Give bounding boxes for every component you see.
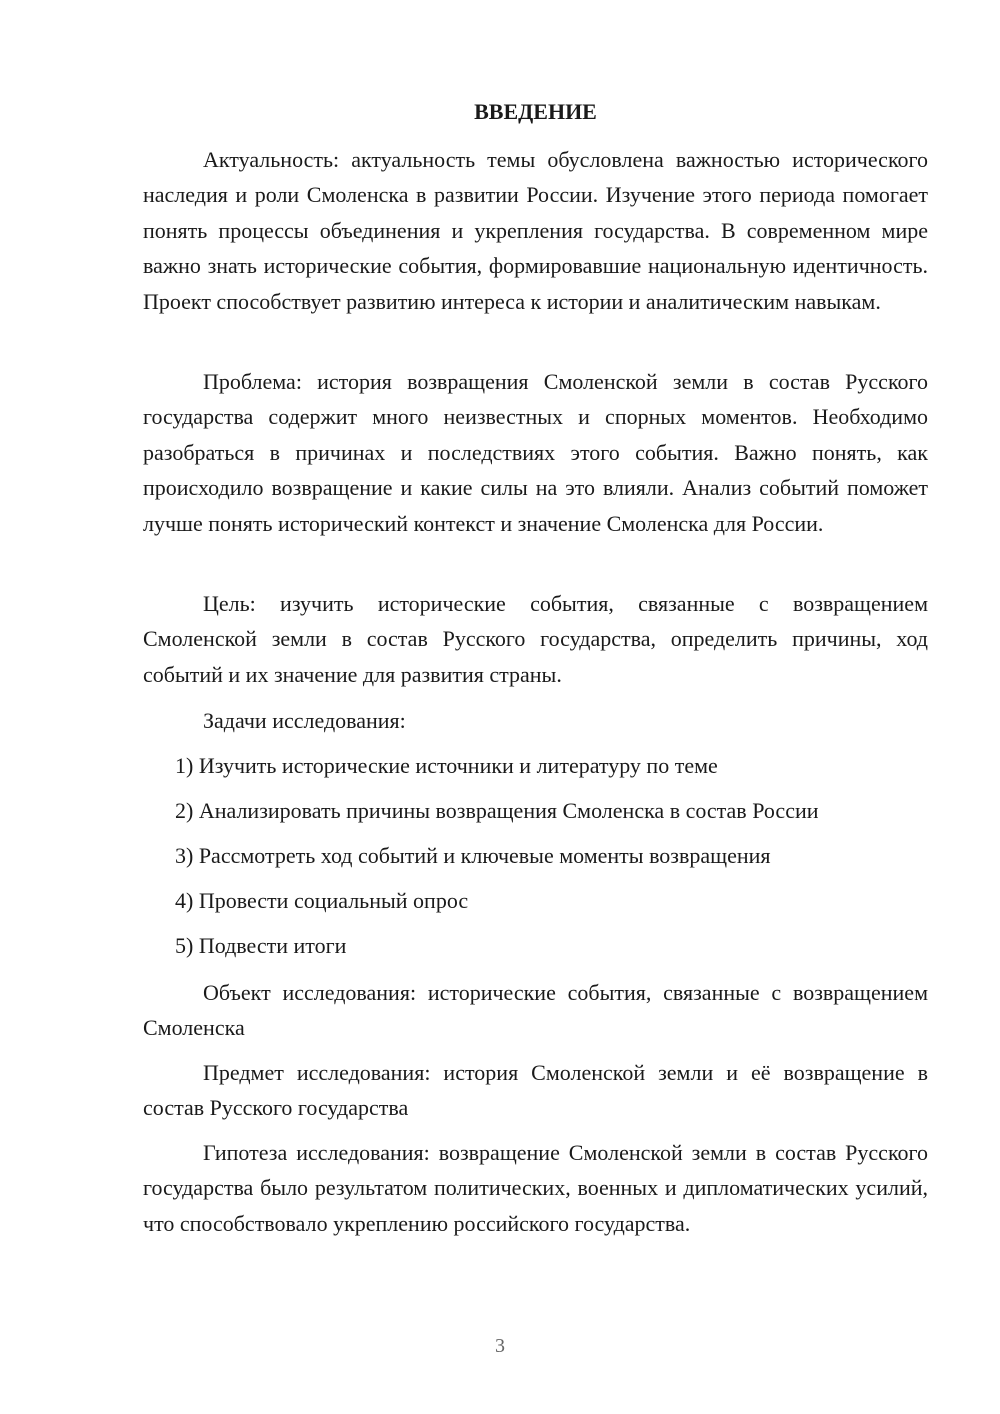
task-item-1: 1) Изучить исторические источники и литературу по теме	[175, 753, 718, 778]
problem-paragraph: Проблема: история возвращения Смоленской земли в состав Русского государства содержит много неизвестных и спорных моментов. Необходимо разобраться в причинах и последствиях этого события. Важно понять, как происходило возвращение и какие силы на это влияли. Анализ событий поможет лучше понять исторический контекст и значение Смоленска для России.	[143, 369, 928, 536]
page-number: 3	[495, 1335, 505, 1357]
hypothesis-paragraph: Гипотеза исследования: возвращение Смоленской земли в состав Русского государства было результатом политических, военных и дипломатических усилий, что способствовало укреплению российского государства.	[143, 1140, 928, 1236]
task-item-3: 3) Рассмотреть ход событий и ключевые моменты возвращения	[175, 843, 771, 868]
goal-paragraph: Цель: изучить исторические события, связанные с возвращением Смоленской земли в состав Русского государства, определить причины, ход событий и их значение для развития страны.	[143, 591, 928, 687]
relevance-paragraph: Актуальность: актуальность темы обусловлена важностью исторического наследия и роли Смоленска в развитии России. Изучение этого периода помогает понять процессы объединения и укрепления государства. В современном мире важно знать исторические события, формировавшие национальную идентичность. Проект способствует развитию интереса к истории и аналитическим навыкам.	[143, 147, 928, 314]
tasks-heading: Задачи исследования:	[203, 708, 406, 733]
subject-paragraph: Предмет исследования: история Смоленской земли и её возвращение в состав Русского государства	[143, 1060, 928, 1121]
page-title: ВВЕДЕНИЕ	[474, 99, 597, 124]
task-item-2: 2) Анализировать причины возвращения Смоленска в состав России	[175, 798, 819, 823]
task-item-5: 5) Подвести итоги	[175, 933, 347, 958]
task-item-4: 4) Провести социальный опрос	[175, 888, 469, 913]
object-paragraph: Объект исследования: исторические события, связанные с возвращением Смоленска	[143, 980, 928, 1041]
